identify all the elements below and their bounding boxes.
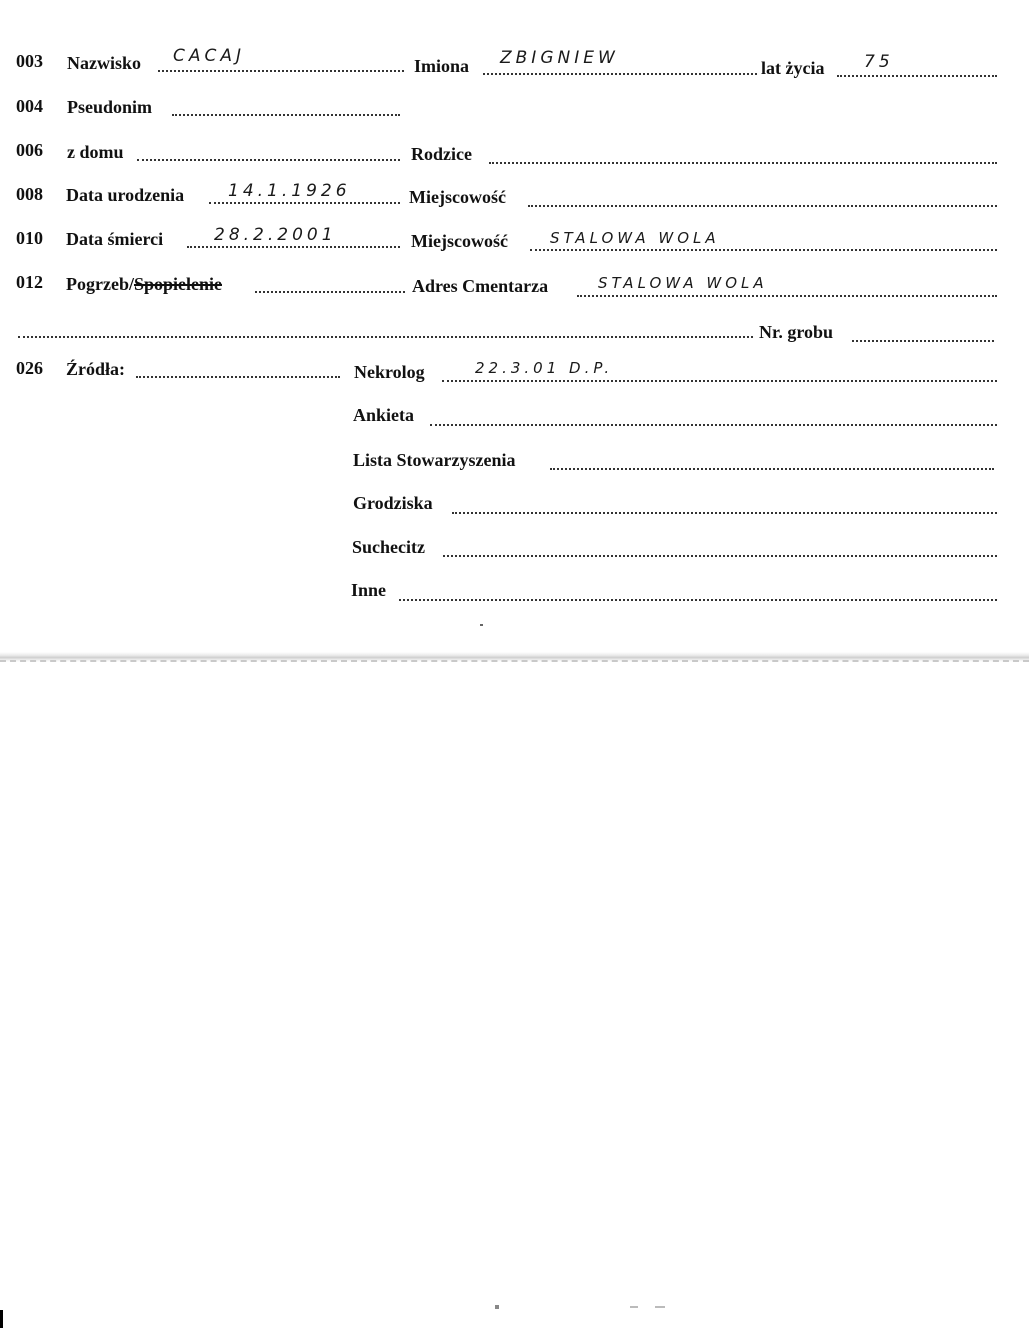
imiona-field[interactable]: [483, 73, 757, 75]
zrodla-field[interactable]: [136, 376, 340, 378]
lat-zycia-label: lat życia: [761, 58, 825, 78]
adres-continuation-field[interactable]: [18, 336, 753, 338]
z-domu-label: z domu: [67, 142, 124, 162]
scan-speck: [495, 1305, 499, 1309]
suchecitz-field[interactable]: [443, 555, 997, 557]
grodziska-label: Grodziska: [353, 493, 433, 513]
grodziska-field[interactable]: [452, 512, 997, 514]
imiona-label: Imiona: [414, 56, 470, 76]
imiona-value: ZBIGNIEW: [500, 48, 619, 68]
code-012: 012: [16, 272, 43, 292]
adres-cmentarza-label: Adres Cmentarza: [412, 276, 549, 296]
ankieta-field[interactable]: [430, 424, 997, 426]
miejscowosc-smierci-label: Miejscowość: [411, 231, 508, 251]
pogrzeb-field[interactable]: [255, 291, 405, 293]
paper-fold-dashes: [0, 660, 1029, 662]
scan-speck: [655, 1306, 665, 1308]
adres-cmentarza-value: STALOWA WOLA: [598, 274, 768, 292]
lat-zycia-field[interactable]: [837, 75, 997, 77]
adres-cmentarza-field[interactable]: [577, 295, 997, 297]
code-026: 026: [16, 358, 43, 378]
scan-speck: [630, 1306, 638, 1308]
rodzice-label: Rodzice: [411, 144, 472, 164]
nr-grobu-field[interactable]: [852, 340, 994, 342]
data-urodzenia-label: Data urodzenia: [66, 185, 185, 205]
nr-grobu-label: Nr. grobu: [759, 322, 834, 342]
scan-edge-mark: [0, 1310, 3, 1328]
nazwisko-value: CACAJ: [173, 46, 246, 66]
data-urodzenia-value: 14.1.1926: [228, 181, 351, 201]
pseudonim-label: Pseudonim: [67, 97, 153, 117]
lista-stowarzyszenia-field[interactable]: [550, 468, 994, 470]
miejscowosc-urodzenia-field[interactable]: [528, 205, 997, 207]
nazwisko-field[interactable]: [158, 70, 404, 72]
scan-speck: [480, 624, 483, 626]
z-domu-field[interactable]: [137, 159, 400, 161]
miejscowosc-urodzenia-label: Miejscowość: [409, 187, 506, 207]
code-008: 008: [16, 184, 43, 204]
data-smierci-label: Data śmierci: [66, 229, 164, 249]
miejscowosc-smierci-value: STALOWA WOLA: [550, 229, 720, 247]
rodzice-field[interactable]: [489, 162, 997, 164]
code-010: 010: [16, 228, 43, 248]
data-smierci-value: 28.2.2001: [214, 225, 337, 245]
code-006: 006: [16, 140, 43, 160]
ankieta-label: Ankieta: [353, 405, 415, 425]
spopielenie-label-struck: Spopielenie: [133, 274, 222, 294]
code-003: 003: [16, 51, 43, 71]
pseudonim-field[interactable]: [172, 114, 400, 116]
zrodla-label: Źródła:: [66, 359, 126, 379]
miejscowosc-smierci-field[interactable]: [530, 249, 997, 251]
nekrolog-label: Nekrolog: [354, 362, 425, 382]
lat-zycia-value: 75: [864, 52, 894, 72]
nazwisko-label: Nazwisko: [67, 53, 142, 73]
pogrzeb-label: Pogrzeb/: [66, 274, 134, 294]
inne-label: Inne: [351, 580, 387, 600]
lista-stowarzyszenia-label: Lista Stowarzyszenia: [353, 450, 516, 470]
suchecitz-label: Suchecitz: [352, 537, 425, 557]
pogrzeb-spopielenie-label: [66, 273, 222, 295]
data-smierci-field[interactable]: [187, 246, 400, 248]
nekrolog-value: 22.3.01 D.P.: [475, 359, 614, 377]
code-004: 004: [16, 96, 43, 116]
nekrolog-field[interactable]: [442, 380, 997, 382]
inne-field[interactable]: [399, 599, 997, 601]
data-urodzenia-field[interactable]: [209, 202, 400, 204]
record-card: [0, 0, 1029, 660]
